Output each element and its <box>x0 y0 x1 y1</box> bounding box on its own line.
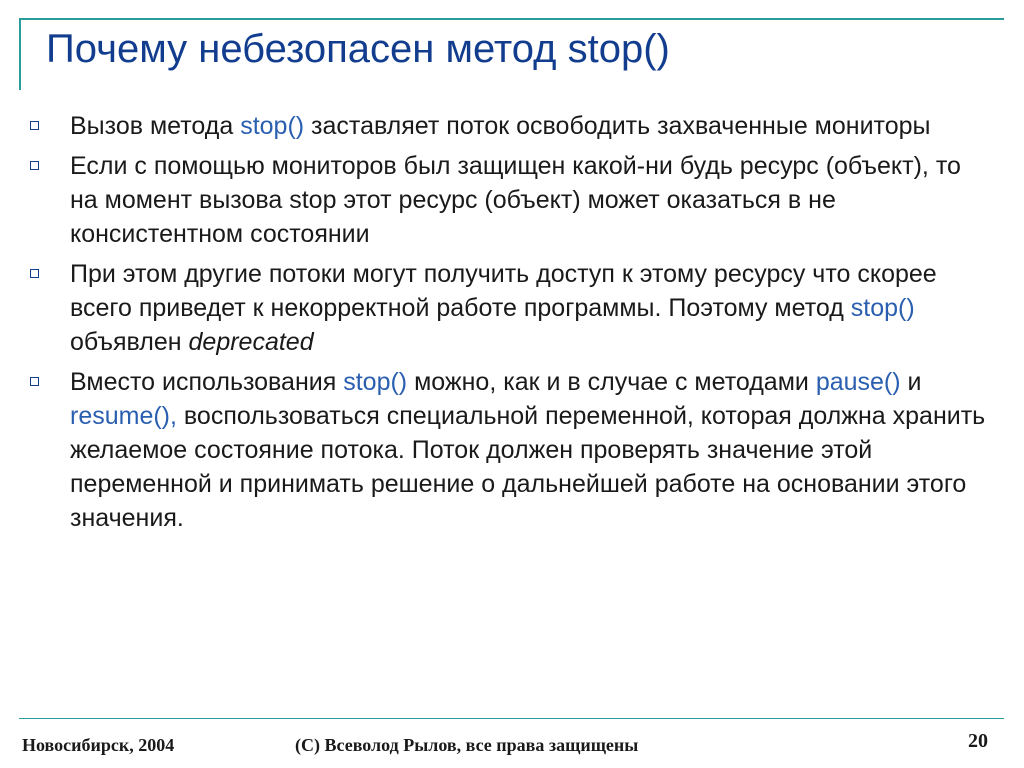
footer-location-year: Новосибирск, 2004 <box>22 735 175 755</box>
title-frame-left-line <box>19 18 21 90</box>
square-bullet-icon <box>30 269 39 278</box>
bullet-text: Вместо использования <box>70 368 344 396</box>
bullet-item <box>30 365 990 535</box>
bullet-item <box>30 149 990 251</box>
bullet-text: Вызов метода <box>70 112 241 140</box>
code-highlight: stop() <box>343 368 408 396</box>
page-number: 20 <box>968 730 988 752</box>
bullet-item <box>30 257 990 359</box>
bullet-text: Если с помощью мониторов был защищен какой-ни будь ресурс (объект), то на момент вызова stop этот ресурс (объект) может оказаться в не консистентном состоянии <box>70 152 961 248</box>
code-highlight: resume(), <box>70 402 177 430</box>
square-bullet-icon <box>30 121 39 130</box>
title-frame-top-line <box>19 18 1004 20</box>
bullet-list <box>30 109 990 541</box>
footer-divider <box>19 718 1004 719</box>
bullet-text: воспользоваться специальной переменной, которая должна хранить желаемое состояние потока. Поток должен проверять значение этой переменной и принимать решение о дальнейшей работе на основании этого значения. <box>70 402 986 532</box>
slide-title: Почему небезопасен метод stop() <box>46 27 670 71</box>
bullet-text: можно, как и в случае с методами <box>407 368 816 396</box>
code-highlight: pause() <box>815 368 901 396</box>
bullet-text: заставляет поток освободить захваченные мониторы <box>304 112 931 140</box>
footer-copyright: (С) Всеволод Рылов, все права защищены <box>295 735 639 755</box>
code-highlight: stop() <box>240 112 305 140</box>
emphasis-text: deprecated <box>188 328 314 356</box>
bullet-item <box>30 109 990 143</box>
square-bullet-icon <box>30 161 39 170</box>
code-highlight: stop() <box>850 294 915 322</box>
bullet-text: При этом другие потоки могут получить доступ к этому ресурсу что скорее всего приведет к некорректной работе программы. Поэтому метод <box>70 260 937 322</box>
bullet-text: и <box>900 368 922 396</box>
bullet-text: объявлен <box>70 328 189 356</box>
square-bullet-icon <box>30 377 39 386</box>
